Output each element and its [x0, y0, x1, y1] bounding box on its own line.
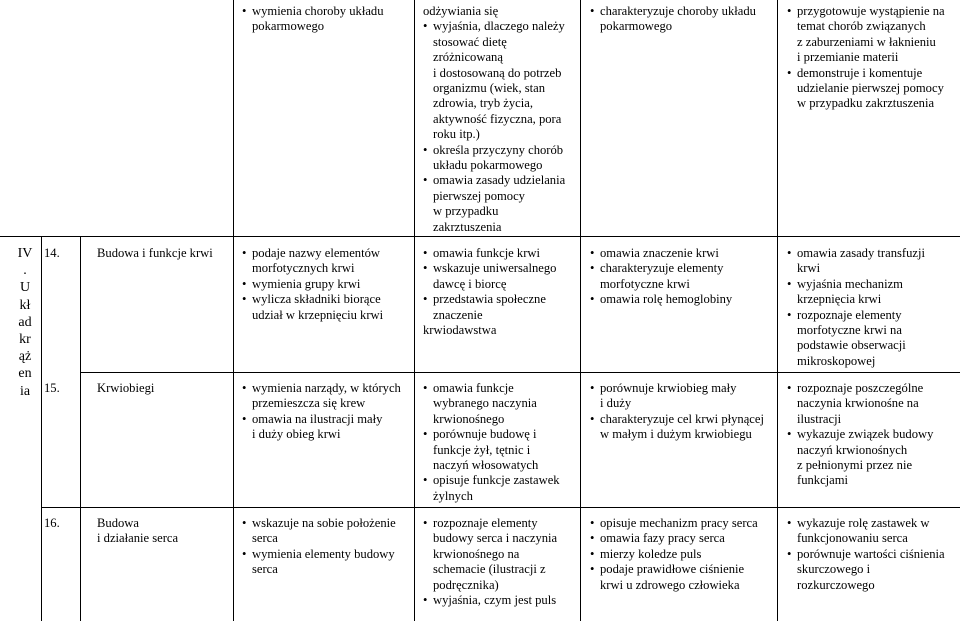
requirement-item [242, 292, 383, 323]
requirement-text: podręcznika) [433, 577, 499, 592]
requirement-text: i duży obieg krwi [252, 427, 341, 442]
requirement-text: wylicza składniki biorące [252, 292, 381, 307]
requirement-item [787, 4, 945, 66]
section-label-part: U [19, 280, 31, 296]
lesson-number: 16. [44, 516, 60, 530]
bullet-icon: • [423, 261, 428, 276]
requirement-text: porównuje wartości ciśnienia [797, 546, 945, 561]
lesson-number: 15. [44, 381, 60, 395]
requirement-text: morfotyczne krwi na [797, 323, 902, 338]
requirement-text: naczynia krwionośne na [797, 396, 919, 411]
requirement-item [590, 562, 758, 593]
lesson-number: 14. [44, 246, 60, 260]
requirement-item [423, 246, 556, 261]
requirement-item [590, 246, 732, 261]
bullet-icon: • [590, 411, 595, 426]
lesson-topic-line: Krwiobiegi [97, 381, 155, 395]
bullet-icon: • [590, 292, 595, 307]
requirement-text: opisuje funkcje zastawek [433, 473, 560, 488]
requirement-text: krwionośnego na [433, 546, 520, 561]
requirement-text: udzielanie pierwszej pomocy [797, 81, 944, 96]
column-divider [233, 0, 234, 621]
row-divider [0, 236, 960, 237]
requirement-item [242, 277, 383, 292]
requirement-cell [590, 516, 758, 593]
requirement-cell [787, 381, 933, 489]
requirement-text: rozkurczowego [797, 577, 875, 592]
requirement-cell [423, 246, 556, 338]
requirement-text: przygotowuje wystąpienie na [797, 4, 945, 18]
section-label-part: kr [19, 332, 31, 348]
lesson-topic-line: i działanie serca [97, 531, 179, 546]
requirement-text: wskazuje na sobie położenie [252, 516, 396, 530]
requirement-text: wskazuje uniwersalnego [433, 261, 557, 276]
requirement-text: wymienia narządy, w których [252, 381, 401, 395]
requirement-text: wyjaśnia, dlaczego należy [433, 19, 565, 34]
bullet-icon: • [423, 516, 428, 530]
requirement-item [590, 261, 732, 292]
bullet-icon: • [787, 246, 792, 260]
requirement-text: określa przyczyny chorób [433, 142, 564, 157]
bullet-icon: • [787, 381, 792, 395]
requirement-text: morfotycznych krwi [252, 261, 355, 276]
lesson-topic [97, 246, 213, 261]
bullet-icon: • [787, 276, 792, 291]
requirement-cell [242, 4, 384, 35]
requirement-cell [787, 246, 925, 369]
requirement-cell [590, 246, 732, 308]
requirement-item [787, 381, 933, 427]
requirement-text: aktywność fizyczna, pora [433, 111, 562, 126]
requirement-cell [787, 516, 945, 593]
requirement-text: zdrowia, tryb życia, [433, 96, 534, 111]
section-label-part: ąż [18, 349, 32, 365]
requirement-cell [423, 516, 557, 608]
bullet-icon: • [423, 19, 428, 34]
requirement-item [787, 516, 945, 547]
section-label-part: en [18, 366, 32, 382]
requirement-item [423, 516, 557, 593]
requirement-item [590, 547, 758, 562]
requirement-cell [242, 246, 383, 323]
requirement-text: budowy serca i naczynia [433, 531, 558, 546]
requirement-text: wymienia choroby układu [252, 4, 384, 18]
requirement-item [423, 292, 556, 323]
requirement-cell [242, 381, 401, 443]
row-divider [80, 372, 960, 373]
lesson-topic-line: Budowa i funkcje krwi [97, 246, 213, 260]
requirement-text: mikroskopowej [797, 353, 876, 368]
bullet-icon: • [787, 4, 792, 18]
column-divider [80, 236, 81, 621]
column-divider [41, 236, 42, 621]
requirement-text: organizmu (wiek, stan [433, 81, 546, 96]
requirement-cell [242, 516, 396, 578]
requirement-text: omawia rolę hemoglobiny [600, 292, 733, 307]
requirement-item [787, 66, 945, 112]
requirement-item [242, 246, 383, 277]
requirement-item [242, 4, 384, 35]
requirement-text: przemieszcza się krew [252, 396, 366, 411]
bullet-icon: • [242, 516, 247, 530]
requirement-text: wymienia elementy budowy [252, 546, 395, 561]
requirement-item [242, 547, 396, 578]
requirement-text: pokarmowego [252, 19, 325, 34]
requirement-text: omawia funkcje [433, 381, 514, 395]
requirement-text: omawia funkcje krwi [433, 246, 541, 260]
requirement-item [590, 4, 756, 35]
bullet-icon: • [423, 173, 428, 188]
requirement-text: w małym i dużym krwiobiegu [600, 427, 752, 442]
section-label [16, 245, 34, 400]
requirement-text: ilustracji [797, 411, 842, 426]
requirement-text: temat chorób związanych [797, 19, 926, 34]
requirement-text: morfotyczne krwi [600, 276, 690, 291]
bullet-icon: • [423, 593, 428, 608]
requirement-text: naczyń krwionośnych [797, 442, 908, 457]
requirement-text: przedstawia społeczne [433, 292, 546, 307]
requirement-text: wyjaśnia mechanizm [797, 276, 903, 291]
requirement-text: serca [252, 562, 278, 577]
requirement-text: krzepnięcia krwi [797, 292, 882, 307]
requirement-text: krwiodawstwa [423, 323, 497, 338]
section-label-part: ia [19, 383, 31, 399]
requirement-item [423, 261, 556, 292]
bullet-icon: • [423, 292, 428, 307]
requirement-text: pokarmowego [600, 19, 673, 34]
requirement-text: omawia zasady udzielania [433, 173, 566, 188]
requirement-item [423, 323, 556, 338]
requirement-item [590, 531, 758, 546]
bullet-icon: • [590, 4, 595, 18]
requirement-item [590, 516, 758, 531]
requirement-text: w przypadku [433, 204, 499, 219]
requirement-text: wymienia grupy krwi [252, 276, 361, 291]
requirement-text: wybranego naczynia [433, 396, 537, 411]
bullet-icon: • [590, 381, 595, 395]
requirement-text: podstawie obserwacji [797, 338, 906, 353]
requirement-item [590, 412, 764, 443]
requirement-item [590, 381, 764, 412]
requirement-text: układu pokarmowego [433, 158, 543, 173]
requirement-text: mierzy koledze puls [600, 546, 702, 561]
requirement-text: żylnych [433, 488, 473, 503]
requirement-text: omawia zasady transfuzji [797, 246, 925, 260]
requirement-text: krwi u zdrowego człowieka [600, 577, 740, 592]
requirement-text: udział w krzepnięciu krwi [252, 307, 384, 322]
requirement-item [242, 412, 401, 443]
requirement-text: demonstruje i komentuje [797, 65, 923, 80]
bullet-icon: • [787, 546, 792, 561]
requirement-cell [590, 4, 756, 35]
requirement-item [787, 427, 933, 489]
bullet-icon: • [242, 411, 247, 426]
bullet-icon: • [590, 516, 595, 530]
requirement-cell [423, 381, 560, 504]
requirement-text: roku itp.) [433, 127, 480, 142]
requirement-text: serca [252, 531, 278, 546]
bullet-icon: • [590, 546, 595, 561]
lesson-topic [97, 381, 154, 396]
requirement-text: omawia fazy pracy serca [600, 531, 725, 546]
column-divider [580, 0, 581, 621]
column-divider [777, 0, 778, 621]
bullet-icon: • [423, 381, 428, 395]
requirement-item [787, 246, 925, 277]
requirement-text: opisuje mechanizm pracy serca [600, 516, 758, 530]
requirement-text: funkcjonowaniu serca [797, 531, 908, 546]
requirement-text: wykazuje rolę zastawek w [797, 516, 930, 530]
requirement-text: charakteryzuje elementy [600, 261, 724, 276]
requirement-item [423, 473, 560, 504]
requirement-text: podaje nazwy elementów [252, 246, 380, 260]
requirement-item [787, 277, 925, 308]
requirement-text: omawia na ilustracji mały [252, 411, 383, 426]
requirement-text: z pełnionymi przez nie [797, 458, 913, 473]
bullet-icon: • [590, 531, 595, 546]
requirement-text: i dostosowaną do potrzeb [433, 65, 562, 80]
requirement-text: porównuje budowę i [433, 427, 537, 442]
requirement-text: rozpoznaje elementy [797, 307, 902, 322]
bullet-icon: • [423, 473, 428, 488]
requirement-text: wyjaśnia, czym jest puls [433, 593, 557, 608]
requirement-text: skurczowego i [797, 562, 871, 577]
requirement-text: porównuje krwiobieg mały [600, 381, 737, 395]
requirement-item [423, 4, 565, 19]
requirement-text: odżywiania się [423, 4, 499, 18]
bullet-icon: • [242, 4, 247, 18]
requirement-text: charakteryzuje choroby układu [600, 4, 756, 18]
bullet-icon: • [423, 142, 428, 157]
requirement-text: znaczenie [433, 307, 483, 322]
bullet-icon: • [242, 276, 247, 291]
requirement-item [423, 427, 560, 473]
bullet-icon: • [590, 261, 595, 276]
requirement-item [242, 516, 396, 547]
bullet-icon: • [423, 246, 428, 260]
row-divider [41, 507, 960, 508]
requirement-text: omawia znaczenie krwi [600, 246, 719, 260]
requirement-text: krwionośnego [433, 411, 505, 426]
requirement-text: schemacie (ilustracji z [433, 562, 546, 577]
column-divider [414, 0, 415, 621]
section-label-part: IV [17, 246, 33, 261]
section-label-part: kł [19, 297, 31, 313]
requirement-text: podaje prawidłowe ciśnienie [600, 562, 745, 577]
bullet-icon: • [787, 65, 792, 80]
bullet-icon: • [242, 381, 247, 395]
requirement-item [242, 381, 401, 412]
requirement-text: charakteryzuje cel krwi płynącej [600, 411, 764, 426]
bullet-icon: • [590, 562, 595, 577]
lesson-topic-line: Budowa [97, 516, 139, 530]
requirement-text: stosować dietę [433, 34, 507, 49]
requirement-text: zakrztuszenia [433, 219, 502, 234]
requirement-item [423, 593, 557, 608]
requirement-text: wykazuje związek budowy [797, 427, 934, 442]
requirement-item [423, 143, 565, 174]
section-label-part: . [23, 263, 27, 279]
section-label-part: ad [18, 314, 32, 330]
requirement-text: pierwszej pomocy [433, 188, 525, 203]
requirement-item [787, 547, 945, 593]
requirement-text: i przemianie materii [797, 50, 899, 65]
bullet-icon: • [242, 246, 247, 260]
requirement-item [423, 19, 565, 142]
bullet-icon: • [242, 292, 247, 307]
requirement-item [590, 292, 732, 307]
bullet-icon: • [590, 246, 595, 260]
requirement-cell [787, 4, 945, 112]
bullet-icon: • [242, 546, 247, 561]
requirement-text: naczyń włosowatych [433, 458, 539, 473]
requirement-text: zróżnicowaną [433, 50, 503, 65]
requirement-text: rozpoznaje poszczególne [797, 381, 924, 395]
requirement-text: w przypadku zakrztuszenia [797, 96, 935, 111]
requirement-text: rozpoznaje elementy [433, 516, 538, 530]
requirement-cell [590, 381, 764, 443]
requirement-text: dawcę i biorcę [433, 276, 507, 291]
bullet-icon: • [787, 516, 792, 530]
bullet-icon: • [423, 427, 428, 442]
requirement-item [423, 381, 560, 427]
bullet-icon: • [787, 307, 792, 322]
requirement-text: funkcjami [797, 473, 849, 488]
bullet-icon: • [787, 427, 792, 442]
requirement-text: z zaburzeniami w łaknieniu [797, 34, 936, 49]
requirement-text: krwi [797, 261, 821, 276]
requirement-text: funkcje żył, tętnic i [433, 442, 531, 457]
requirement-item [423, 173, 565, 235]
lesson-topic [97, 516, 178, 547]
requirement-text: i duży [600, 396, 632, 411]
requirement-item [787, 308, 925, 370]
requirement-cell [423, 4, 565, 235]
